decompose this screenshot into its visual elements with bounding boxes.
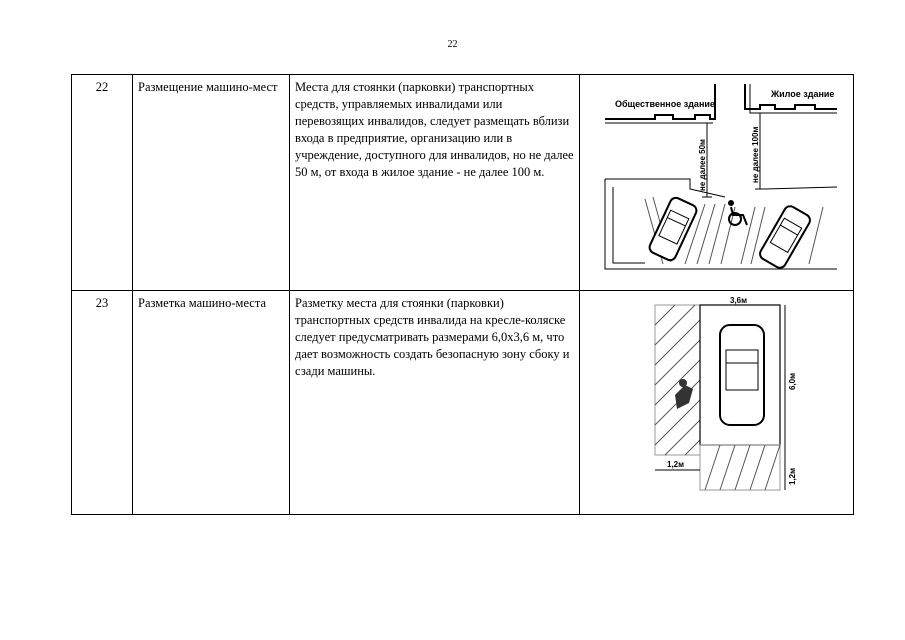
table-row (72, 75, 854, 291)
width-dimension-label: 3,6м (730, 296, 748, 305)
side-hatched-zone (655, 305, 700, 455)
row-title: Разметка машино-места (133, 291, 290, 515)
rear-hatched-zone (700, 445, 780, 490)
parking-marking-figure-cell (580, 291, 854, 515)
car-right-icon (758, 204, 812, 270)
wheelchair-user-icon (675, 379, 693, 409)
side-zone-dimension-label: 1,2м (667, 460, 685, 469)
regulation-table (71, 74, 854, 515)
residential-building-label: Жилое здание (771, 89, 835, 99)
parking-location-diagram (585, 79, 840, 279)
public-building-label: Общественное здание (615, 99, 715, 109)
row-number: 22 (72, 75, 133, 291)
parking-location-figure-cell (580, 75, 854, 291)
rear-zone-dimension-label: 1,2м (788, 467, 797, 485)
distance-50-label: не далее 50м (698, 139, 707, 191)
length-dimension-label: 6,0м (788, 372, 797, 390)
row-title: Размещение машино-мест (133, 75, 290, 291)
page-number: 22 (447, 39, 458, 50)
table-row (72, 291, 854, 515)
row-text: Разметку места для стоянки (парковки) транспортных средств инвалида на кресле-коляске следует предусматривать размерами 6,0х3,6 м, что дает возможность создать безопасную зону сбоку и сзади машины. (290, 291, 580, 515)
car-icon (720, 325, 764, 425)
parking-marking-diagram (585, 295, 840, 503)
distance-100-label: не далее 100м (751, 126, 760, 183)
row-text: Места для стоянки (парковки) транспортных средств, управляемых инвалидами или перевозящих инвалидов, следует размещать вблизи входа в предприятие, организацию или в учреждение, доступного для инвалидов, но не далее 50 м, от входа в жилое здание - не далее 100 м. (290, 75, 580, 291)
row-number: 23 (72, 291, 133, 515)
